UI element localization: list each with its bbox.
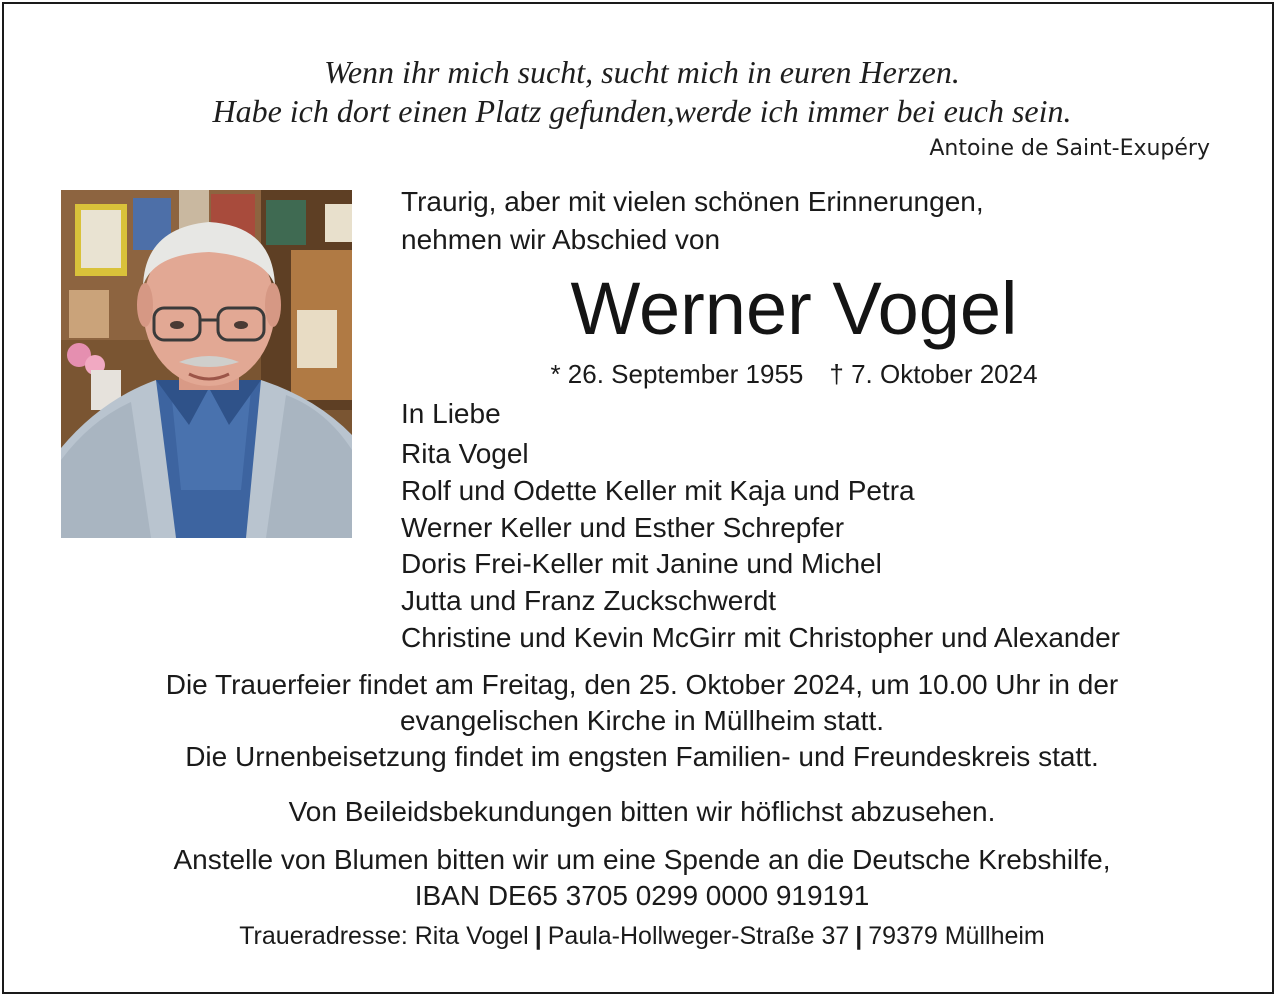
mourner-name: Christine und Kevin McGirr mit Christopher und Alexander	[401, 622, 1120, 653]
address-street: Paula-Hollweger-Straße 37	[547, 922, 850, 950]
death-date: † 7. Oktober 2024	[829, 359, 1038, 389]
life-dates	[354, 358, 1234, 390]
donation-line-1: Anstelle von Blumen bitten wir um eine Spende an die Deutsche Krebshilfe,	[173, 844, 1111, 875]
address-separator: |	[855, 922, 863, 950]
intro-line-2: nehmen wir Abschied von	[401, 224, 721, 255]
mourning-address	[4, 920, 1280, 952]
mourner-name: Rolf und Odette Keller mit Kaja und Petra	[401, 475, 915, 506]
obituary-frame	[2, 2, 1274, 994]
condolence-notice: Von Beileidsbekundungen bitten wir höflichst abzusehen.	[288, 796, 996, 827]
mourners-heading: In Liebe	[401, 398, 501, 429]
address-city: 79379 Müllheim	[868, 922, 1045, 950]
ceremony-line-2: evangelischen Kirche in Müllheim statt.	[399, 705, 884, 736]
ceremony-line-1: Die Trauerfeier findet am Freitag, den 25. Oktober 2024, um 10.00 Uhr in der	[165, 669, 1119, 700]
burial-info: Die Urnenbeisetzung findet im engsten Familien- und Freundeskreis statt.	[185, 741, 1099, 772]
portrait-photo	[61, 190, 352, 538]
deceased-name: Werner Vogel	[570, 267, 1018, 350]
mourner-name: Rita Vogel	[401, 438, 529, 469]
birth-date: * 26. September 1955	[550, 359, 804, 389]
address-separator: |	[534, 922, 542, 950]
intro-line-1: Traurig, aber mit vielen schönen Erinnerungen,	[401, 186, 984, 217]
mourner-name: Werner Keller und Esther Schrepfer	[401, 512, 845, 543]
quote-line-1: Wenn ihr mich sucht, sucht mich in euren Herzen.	[324, 54, 960, 90]
quote-line-2: Habe ich dort einen Platz gefunden,werde ich immer bei euch sein.	[212, 93, 1072, 129]
donation-iban: IBAN DE65 3705 0299 0000 919191	[414, 880, 870, 911]
address-recipient: Traueradresse: Rita Vogel	[239, 922, 529, 950]
mourner-name: Doris Frei-Keller mit Janine und Michel	[401, 548, 882, 579]
mourner-name: Jutta und Franz Zuckschwerdt	[401, 585, 777, 616]
quote-author: Antoine de Saint-Exupéry	[929, 136, 1210, 161]
